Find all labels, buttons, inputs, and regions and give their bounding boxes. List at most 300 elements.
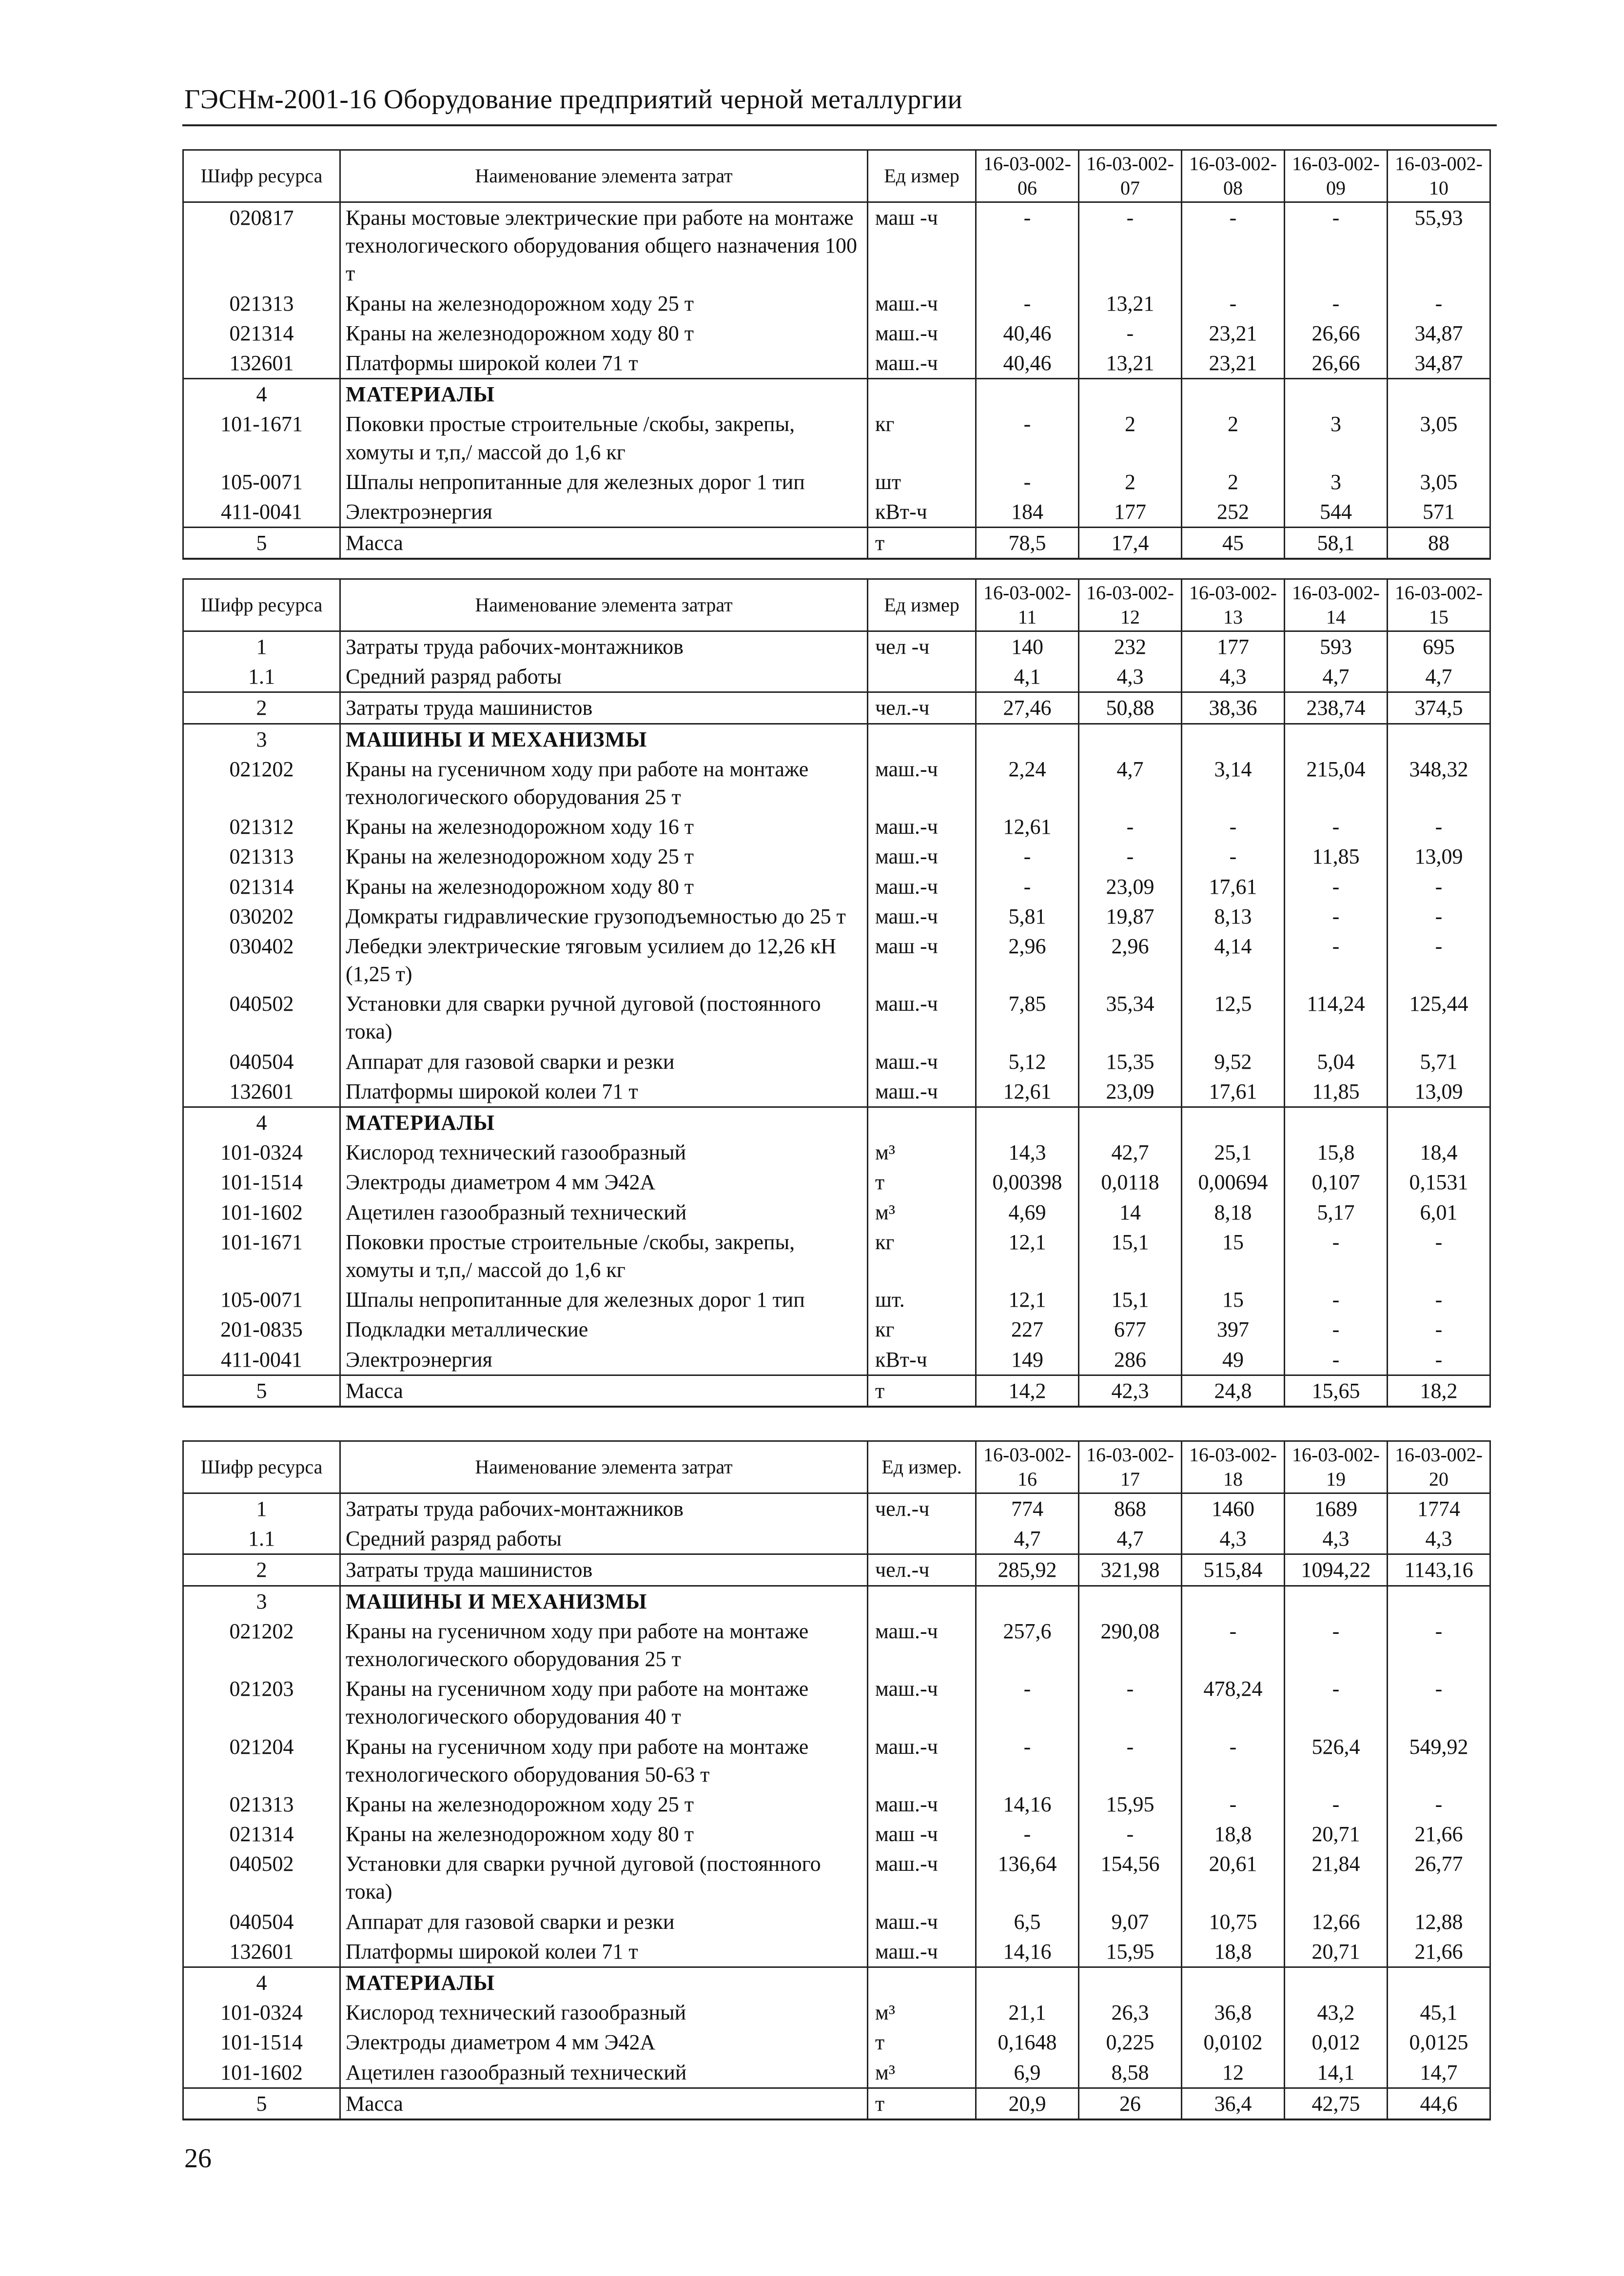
norm-value: 1094,22 — [1285, 1554, 1388, 1586]
norm-value: - — [1388, 1227, 1490, 1285]
norm-value — [1285, 379, 1388, 410]
cost-element-name: Кислород технический газообразный — [340, 1998, 868, 2027]
norm-value: 15 — [1182, 1285, 1285, 1315]
norm-value: 35,34 — [1079, 989, 1182, 1046]
norm-value: 4,7 — [1388, 662, 1490, 692]
cost-element-name: Краны на гусеничном ходу при работе на монтаже технологического оборудования 40 т — [340, 1674, 868, 1731]
norm-value: - — [976, 1674, 1079, 1731]
norm-value: - — [1285, 1285, 1388, 1315]
norm-value: - — [1182, 842, 1285, 871]
header-unit: Ед измер — [868, 579, 976, 631]
norm-value: 18,8 — [1182, 1819, 1285, 1849]
cost-element-name: Краны на железнодорожном ходу 25 т — [340, 289, 868, 318]
norm-value: 12,1 — [976, 1285, 1079, 1315]
norm-value: 14,2 — [976, 1375, 1079, 1407]
norm-value: 549,92 — [1388, 1732, 1490, 1789]
norm-value: 8,13 — [1182, 902, 1285, 931]
table-row — [183, 2088, 1490, 2119]
norm-value: 4,7 — [1079, 1524, 1182, 1554]
norm-value: 136,64 — [976, 1849, 1079, 1906]
unit-of-measure — [868, 1524, 976, 1554]
norm-value: 238,74 — [1285, 692, 1388, 724]
cost-element-name: Краны на гусеничном ходу при работе на монтаже технологического оборудования 25 т — [340, 754, 868, 812]
norm-value: 18,4 — [1388, 1138, 1490, 1167]
norm-value: - — [1285, 1789, 1388, 1819]
cost-element-name: Ацетилен газообразный технический — [340, 1197, 868, 1227]
header-norm-code: 16-03-002-15 — [1388, 579, 1490, 631]
table-row — [183, 1732, 1490, 1789]
unit-of-measure: маш.-ч — [868, 872, 976, 902]
table-row — [183, 528, 1490, 559]
header-name: Наименование элемента затрат — [340, 150, 868, 202]
unit-of-measure: маш.-ч — [868, 754, 976, 812]
norm-value: 15,8 — [1285, 1138, 1388, 1167]
norm-value: - — [976, 842, 1079, 871]
norm-value: - — [976, 467, 1079, 497]
norm-value: - — [1285, 202, 1388, 289]
cost-element-name: Установки для сварки ручной дуговой (постоянного тока) — [340, 989, 868, 1046]
norm-value: 0,012 — [1285, 2027, 1388, 2057]
norm-value: - — [1079, 812, 1182, 842]
unit-of-measure: м³ — [868, 1197, 976, 1227]
unit-of-measure: маш.-ч — [868, 1849, 976, 1906]
norm-value: 44,6 — [1388, 2088, 1490, 2119]
resource-code: 105-0071 — [183, 1285, 340, 1315]
norm-value: 58,1 — [1285, 528, 1388, 559]
cost-element-name: МАТЕРИАЛЫ — [340, 1967, 868, 1998]
norm-value: 252 — [1182, 497, 1285, 528]
resource-code: 101-1514 — [183, 2027, 340, 2057]
table-row — [183, 931, 1490, 989]
resource-code: 4 — [183, 1107, 340, 1138]
norm-value: 25,1 — [1182, 1138, 1285, 1167]
header-code: Шифр ресурса — [183, 1441, 340, 1493]
norm-value: 9,07 — [1079, 1907, 1182, 1937]
resource-code: 021202 — [183, 1616, 340, 1674]
resource-code: 3 — [183, 1586, 340, 1616]
norm-value: 45 — [1182, 528, 1285, 559]
header-norm-code: 16-03-002-16 — [976, 1441, 1079, 1493]
norm-value: - — [976, 1732, 1079, 1789]
norm-value: 0,225 — [1079, 2027, 1182, 2057]
norm-value: 232 — [1079, 631, 1182, 662]
table-header-row — [183, 150, 1490, 202]
table-row — [183, 1077, 1490, 1107]
header-unit: Ед измер. — [868, 1441, 976, 1493]
norm-value: 20,71 — [1285, 1937, 1388, 1967]
cost-element-name: Краны на железнодорожном ходу 16 т — [340, 812, 868, 842]
norm-value: 4,14 — [1182, 931, 1285, 989]
header-name: Наименование элемента затрат — [340, 579, 868, 631]
norm-value — [976, 1967, 1079, 1998]
norm-value: 2,24 — [976, 754, 1079, 812]
norm-value: 23,21 — [1182, 348, 1285, 379]
cost-element-name: Электроэнергия — [340, 497, 868, 528]
resource-code: 101-0324 — [183, 1138, 340, 1167]
cost-element-name: Затраты труда машинистов — [340, 1554, 868, 1586]
header-norm-code: 16-03-002-17 — [1079, 1441, 1182, 1493]
norm-value: 2 — [1079, 409, 1182, 467]
norm-value: 15 — [1182, 1227, 1285, 1285]
header-norm-code: 16-03-002-07 — [1079, 150, 1182, 202]
norm-value: 774 — [976, 1493, 1079, 1524]
table-row — [183, 348, 1490, 379]
unit-of-measure: маш -ч — [868, 202, 976, 289]
resource-code: 040502 — [183, 989, 340, 1046]
norm-value: 13,09 — [1388, 1077, 1490, 1107]
unit-of-measure: маш -ч — [868, 931, 976, 989]
norm-value: 21,66 — [1388, 1937, 1490, 1967]
norm-value: 4,1 — [976, 662, 1079, 692]
norm-value: 321,98 — [1079, 1554, 1182, 1586]
norm-value: 36,8 — [1182, 1998, 1285, 2027]
table-row — [183, 289, 1490, 318]
table-header-row — [183, 579, 1490, 631]
norm-value: 397 — [1182, 1315, 1285, 1344]
norm-value: - — [976, 872, 1079, 902]
norm-value: - — [976, 409, 1079, 467]
table-row — [183, 1138, 1490, 1167]
norm-value: 526,4 — [1285, 1732, 1388, 1789]
norm-value: - — [1388, 1789, 1490, 1819]
resource-code: 101-1602 — [183, 2058, 340, 2088]
resource-code: 4 — [183, 379, 340, 410]
unit-of-measure: маш.-ч — [868, 289, 976, 318]
norm-value — [976, 1586, 1079, 1616]
norm-value: 1143,16 — [1388, 1554, 1490, 1586]
cost-element-name: Средний разряд работы — [340, 1524, 868, 1554]
norm-value: - — [1285, 289, 1388, 318]
norm-value: 5,81 — [976, 902, 1079, 931]
norm-value: 5,12 — [976, 1047, 1079, 1077]
section-row — [183, 1107, 1490, 1138]
norm-value: 36,4 — [1182, 2088, 1285, 2119]
resource-code: 101-1514 — [183, 1167, 340, 1197]
norm-value: 677 — [1079, 1315, 1182, 1344]
unit-of-measure: маш.-ч — [868, 842, 976, 871]
norm-value: 184 — [976, 497, 1079, 528]
norm-value: - — [1285, 872, 1388, 902]
cost-element-name: Платформы широкой колеи 71 т — [340, 1937, 868, 1967]
cost-element-name: Затраты труда рабочих-монтажников — [340, 631, 868, 662]
norm-value: 24,8 — [1182, 1375, 1285, 1407]
cost-element-name: Подкладки металлические — [340, 1315, 868, 1344]
resource-code: 132601 — [183, 1077, 340, 1107]
table-row — [183, 1167, 1490, 1197]
table-row — [183, 1345, 1490, 1375]
norm-value: 13,21 — [1079, 348, 1182, 379]
norm-value: 4,3 — [1079, 662, 1182, 692]
unit-of-measure: кг — [868, 1315, 976, 1344]
norm-table-3 — [182, 1440, 1491, 2120]
norm-value: - — [1182, 289, 1285, 318]
resource-code: 040504 — [183, 1907, 340, 1937]
norm-value: 8,18 — [1182, 1197, 1285, 1227]
table-row — [183, 812, 1490, 842]
resource-code: 5 — [183, 528, 340, 559]
page-number: 26 — [184, 2143, 212, 2174]
norm-value: 2,96 — [1079, 931, 1182, 989]
unit-of-measure: маш.-ч — [868, 812, 976, 842]
norm-value: 1689 — [1285, 1493, 1388, 1524]
resource-code: 1 — [183, 631, 340, 662]
norm-value: 14,1 — [1285, 2058, 1388, 2088]
unit-of-measure: т — [868, 528, 976, 559]
norm-value: 26,66 — [1285, 348, 1388, 379]
unit-of-measure: маш.-ч — [868, 1674, 976, 1731]
table-row — [183, 202, 1490, 289]
resource-code: 411-0041 — [183, 497, 340, 528]
cost-element-name: Электроды диаметром 4 мм Э42А — [340, 1167, 868, 1197]
norm-value: 78,5 — [976, 528, 1079, 559]
norm-value: 868 — [1079, 1493, 1182, 1524]
norm-value: - — [1388, 1616, 1490, 1674]
unit-of-measure: чел.-ч — [868, 692, 976, 724]
cost-element-name: Краны на железнодорожном ходу 80 т — [340, 318, 868, 348]
norm-value: 544 — [1285, 497, 1388, 528]
table-row — [183, 1227, 1490, 1285]
resource-code: 021313 — [183, 842, 340, 871]
header-norm-code: 16-03-002-13 — [1182, 579, 1285, 631]
norm-value: 154,56 — [1079, 1849, 1182, 1906]
norm-value: 34,87 — [1388, 318, 1490, 348]
norm-value: 38,36 — [1182, 692, 1285, 724]
cost-element-name: МАТЕРИАЛЫ — [340, 1107, 868, 1138]
norm-value: 14,7 — [1388, 2058, 1490, 2088]
norm-value: 15,65 — [1285, 1375, 1388, 1407]
norm-value: 0,107 — [1285, 1167, 1388, 1197]
unit-of-measure — [868, 1967, 976, 1998]
table-row — [183, 754, 1490, 812]
cost-element-name: Средний разряд работы — [340, 662, 868, 692]
resource-code: 101-0324 — [183, 1998, 340, 2027]
norm-table-1 — [182, 149, 1491, 560]
norm-value: 17,61 — [1182, 1077, 1285, 1107]
norm-value: 4,7 — [1079, 754, 1182, 812]
norm-value: 12,88 — [1388, 1907, 1490, 1937]
norm-value: - — [1182, 202, 1285, 289]
norm-value: - — [1182, 1732, 1285, 1789]
unit-of-measure: кВт-ч — [868, 1345, 976, 1375]
norm-value: 14,16 — [976, 1937, 1079, 1967]
cost-element-name: МАШИНЫ И МЕХАНИЗМЫ — [340, 724, 868, 754]
norm-value: 8,58 — [1079, 2058, 1182, 2088]
table-row — [183, 1554, 1490, 1586]
norm-value — [976, 724, 1079, 754]
resource-code: 5 — [183, 1375, 340, 1407]
norm-value: 177 — [1182, 631, 1285, 662]
norm-value: 9,52 — [1182, 1047, 1285, 1077]
norm-value: 290,08 — [1079, 1616, 1182, 1674]
norm-value: 3 — [1285, 467, 1388, 497]
table-row — [183, 662, 1490, 692]
norm-value — [976, 379, 1079, 410]
norm-value — [1388, 379, 1490, 410]
norm-value: 12,61 — [976, 1077, 1079, 1107]
section-row — [183, 379, 1490, 410]
norm-value: 15,95 — [1079, 1789, 1182, 1819]
norm-value: 6,01 — [1388, 1197, 1490, 1227]
table-row — [183, 1937, 1490, 1967]
unit-of-measure — [868, 1586, 976, 1616]
resource-code: 101-1671 — [183, 409, 340, 467]
cost-element-name: Шпалы непропитанные для железных дорог 1 тип — [340, 1285, 868, 1315]
unit-of-measure: м³ — [868, 1138, 976, 1167]
norm-value: 5,71 — [1388, 1047, 1490, 1077]
table-row — [183, 1849, 1490, 1906]
norm-value: 14,3 — [976, 1138, 1079, 1167]
table-row — [183, 1047, 1490, 1077]
norm-value: 4,3 — [1388, 1524, 1490, 1554]
norm-value — [976, 1107, 1079, 1138]
norm-value: - — [1182, 812, 1285, 842]
page-title: ГЭСНм-2001-16 Оборудование предприятий черной металлургии — [184, 84, 963, 115]
norm-value: 227 — [976, 1315, 1079, 1344]
unit-of-measure: маш.-ч — [868, 1937, 976, 1967]
norm-value: 4,7 — [1285, 662, 1388, 692]
norm-value: 515,84 — [1182, 1554, 1285, 1586]
header-norm-code: 16-03-002-20 — [1388, 1441, 1490, 1493]
header-norm-code: 16-03-002-08 — [1182, 150, 1285, 202]
norm-value: - — [976, 289, 1079, 318]
resource-code: 1 — [183, 1493, 340, 1524]
header-code: Шифр ресурса — [183, 579, 340, 631]
table-row — [183, 1524, 1490, 1554]
norm-value: 4,3 — [1285, 1524, 1388, 1554]
norm-value: 40,46 — [976, 348, 1079, 379]
norm-value: 140 — [976, 631, 1079, 662]
norm-value: - — [1388, 1674, 1490, 1731]
resource-code: 132601 — [183, 1937, 340, 1967]
unit-of-measure: кг — [868, 409, 976, 467]
cost-element-name: Краны мостовые электрические при работе на монтаже технологического оборудования общего назначения 100 т — [340, 202, 868, 289]
header-norm-code: 16-03-002-11 — [976, 579, 1079, 631]
norm-value: 20,61 — [1182, 1849, 1285, 1906]
norm-value: - — [1285, 1616, 1388, 1674]
norm-value — [1079, 1586, 1182, 1616]
unit-of-measure: маш.-ч — [868, 1907, 976, 1937]
table-row — [183, 2058, 1490, 2088]
table-row — [183, 1674, 1490, 1731]
table-row — [183, 872, 1490, 902]
norm-value: 177 — [1079, 497, 1182, 528]
resource-code: 1.1 — [183, 662, 340, 692]
unit-of-measure: маш -ч — [868, 1819, 976, 1849]
norm-value: 14,16 — [976, 1789, 1079, 1819]
unit-of-measure: т — [868, 1167, 976, 1197]
cost-element-name: Аппарат для газовой сварки и резки — [340, 1047, 868, 1077]
norm-value: 4,3 — [1182, 662, 1285, 692]
norm-value: 0,0125 — [1388, 2027, 1490, 2057]
unit-of-measure: шт — [868, 467, 976, 497]
norm-value: 3,05 — [1388, 467, 1490, 497]
norm-value: 0,0102 — [1182, 2027, 1285, 2057]
norm-value: 23,09 — [1079, 872, 1182, 902]
resource-code: 021203 — [183, 1674, 340, 1731]
norm-value: - — [1285, 1315, 1388, 1344]
header-norm-code: 16-03-002-10 — [1388, 150, 1490, 202]
unit-of-measure: маш.-ч — [868, 1616, 976, 1674]
norm-value — [1388, 1107, 1490, 1138]
norm-value: 12,61 — [976, 812, 1079, 842]
header-rule — [182, 124, 1497, 126]
norm-value: 27,46 — [976, 692, 1079, 724]
cost-element-name: Домкраты гидравлические грузоподъемностью до 25 т — [340, 902, 868, 931]
norm-value: 42,75 — [1285, 2088, 1388, 2119]
norm-value: - — [1079, 1674, 1182, 1731]
norm-value: 14 — [1079, 1197, 1182, 1227]
unit-of-measure: чел.-ч — [868, 1554, 976, 1586]
norm-value: 0,00398 — [976, 1167, 1079, 1197]
resource-code: 021204 — [183, 1732, 340, 1789]
norm-table-2 — [182, 578, 1491, 1408]
table-row — [183, 1315, 1490, 1344]
norm-value: 0,0118 — [1079, 1167, 1182, 1197]
norm-value: 15,1 — [1079, 1227, 1182, 1285]
norm-value: 374,5 — [1388, 692, 1490, 724]
unit-of-measure — [868, 662, 976, 692]
norm-value: 12,5 — [1182, 989, 1285, 1046]
norm-value: 7,85 — [976, 989, 1079, 1046]
norm-value: - — [1388, 289, 1490, 318]
table-row — [183, 631, 1490, 662]
unit-of-measure: маш.-ч — [868, 1047, 976, 1077]
resource-code: 020817 — [183, 202, 340, 289]
norm-value: 593 — [1285, 631, 1388, 662]
table-row — [183, 1285, 1490, 1315]
norm-value: 18,8 — [1182, 1937, 1285, 1967]
norm-value: 215,04 — [1285, 754, 1388, 812]
norm-value — [1182, 1107, 1285, 1138]
unit-of-measure: т — [868, 2088, 976, 2119]
norm-value — [1285, 724, 1388, 754]
norm-value: - — [1285, 812, 1388, 842]
norm-value: - — [1285, 1674, 1388, 1731]
norm-value: 15,1 — [1079, 1285, 1182, 1315]
unit-of-measure: чел -ч — [868, 631, 976, 662]
norm-value — [1182, 1586, 1285, 1616]
header-norm-code: 16-03-002-18 — [1182, 1441, 1285, 1493]
norm-value: 2 — [1182, 467, 1285, 497]
norm-value: 10,75 — [1182, 1907, 1285, 1937]
norm-value: - — [1285, 1345, 1388, 1375]
table-row — [183, 409, 1490, 467]
norm-value: 18,2 — [1388, 1375, 1490, 1407]
norm-value: 13,09 — [1388, 842, 1490, 871]
unit-of-measure: маш.-ч — [868, 1732, 976, 1789]
norm-value: 34,87 — [1388, 348, 1490, 379]
norm-value: 40,46 — [976, 318, 1079, 348]
table-row — [183, 1819, 1490, 1849]
norm-value: 5,04 — [1285, 1047, 1388, 1077]
norm-value: 15,35 — [1079, 1047, 1182, 1077]
unit-of-measure: м³ — [868, 2058, 976, 2088]
table-row — [183, 1998, 1490, 2027]
norm-value: 12 — [1182, 2058, 1285, 2088]
cost-element-name: Платформы широкой колеи 71 т — [340, 348, 868, 379]
norm-value: 21,1 — [976, 1998, 1079, 2027]
header-name: Наименование элемента затрат — [340, 1441, 868, 1493]
table-row — [183, 1616, 1490, 1674]
unit-of-measure — [868, 1107, 976, 1138]
resource-code: 021312 — [183, 812, 340, 842]
norm-value — [1182, 1967, 1285, 1998]
norm-value: 2 — [1079, 467, 1182, 497]
table-row — [183, 692, 1490, 724]
unit-of-measure — [868, 724, 976, 754]
norm-value — [1079, 379, 1182, 410]
norm-value: 42,7 — [1079, 1138, 1182, 1167]
